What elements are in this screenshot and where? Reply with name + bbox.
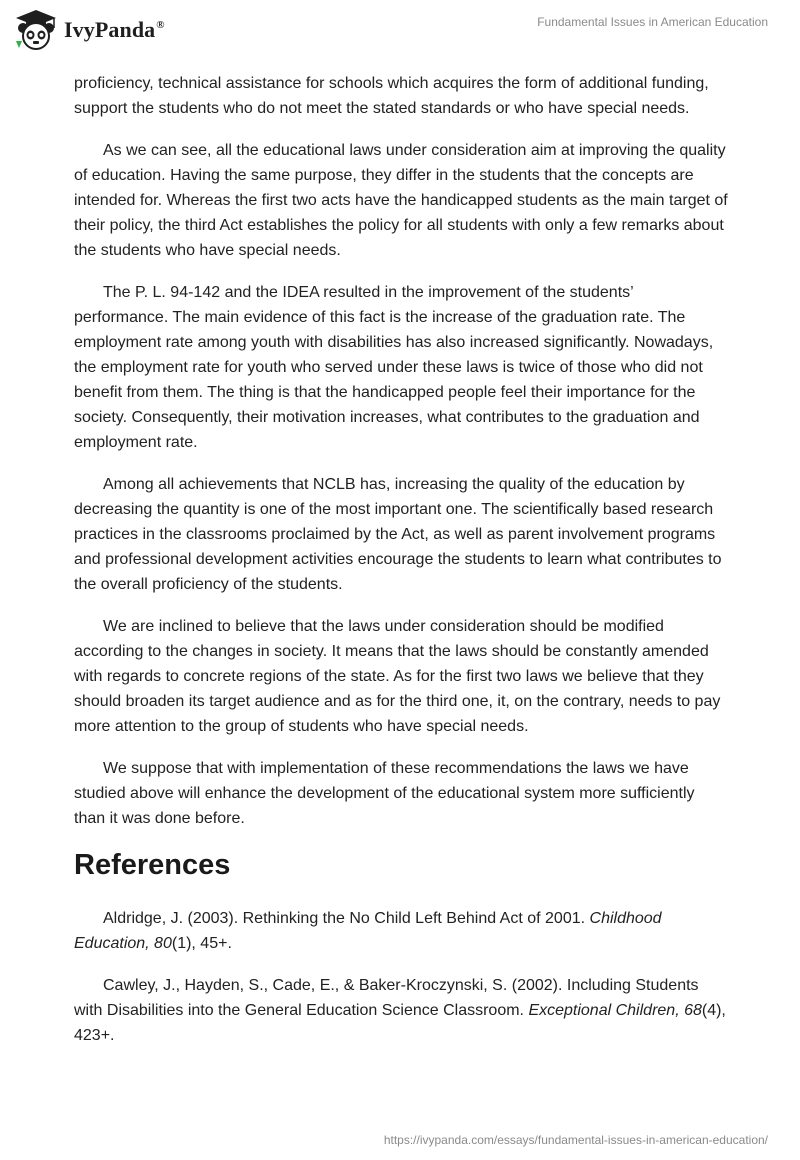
paragraph: Among all achievements that NCLB has, increasing the quality of the education by decreasing the quantity is one of the most important one. The scientifically based research practices in the classrooms proclaimed by the Act, as well as parent involvement programs and professional development activities encourage the students to learn what contributes to the overall proficiency of the students. (74, 476, 722, 593)
paragraph: proficiency, technical assistance for schools which acquires the form of additional funding, support the students who do not meet the stated standards or who have special needs. (74, 75, 709, 117)
reference-item: Aldridge, J. (2003). Rethinking the No Child Left Behind Act of 2001. Childhood Education, 80(1), 45+. (74, 910, 662, 952)
ivypanda-logo[interactable] (14, 8, 165, 52)
brand-name: IvyPanda® (64, 17, 165, 42)
panda-graduate-icon (14, 8, 58, 52)
paragraph: The P. L. 94-142 and the IDEA resulted in the improvement of the students’ performance. The main evidence of this fact is the increase of the graduation rate. The employment rate among youth with disabilities has also increased significantly. Nowadays, the employment rate for youth who served under these laws is twice of those who did not benefit from them. The thing is that the handicapped people feel their importance for the society. Consequently, their motivation increases, what contributes to the graduation and employment rate. (74, 284, 714, 451)
source-url[interactable]: https://ivypanda.com/essays/fundamental-issues-in-american-education/ (383, 1133, 768, 1147)
paragraph: We are inclined to believe that the laws under consideration should be modified according to the changes in society. It means that the laws should be constantly amended with regards to concrete regions of the state. As for the first two laws we believe that they should broaden its target audience and as for the third one, it, on the contrary, needs to pay more attention to the group of students who have special needs. (74, 618, 721, 735)
paragraph: We suppose that with implementation of these recommendations the laws we have studied above will enhance the development of the educational system more sufficiently than it was done before. (74, 760, 695, 827)
references-heading: References (74, 849, 231, 881)
page-header (0, 0, 800, 70)
paragraph: As we can see, all the educational laws under consideration aim at improving the quality of education. Having the same purpose, they differ in the students that the concepts are intended for. Whereas the first two acts have the handicapped students as the main target of their policy, the third Act establishes the policy for all students with only a few remarks about the students who have special needs. (74, 142, 728, 259)
essay-body (74, 71, 728, 1065)
document-title: Fundamental Issues in American Education (537, 15, 768, 29)
reference-item: Cawley, J., Hayden, S., Cade, E., & Baker-Kroczynski, S. (2002). Including Students with Disabilities into the General Education Science Classroom. Exceptional Children, 68(4), 423+. (74, 977, 726, 1044)
